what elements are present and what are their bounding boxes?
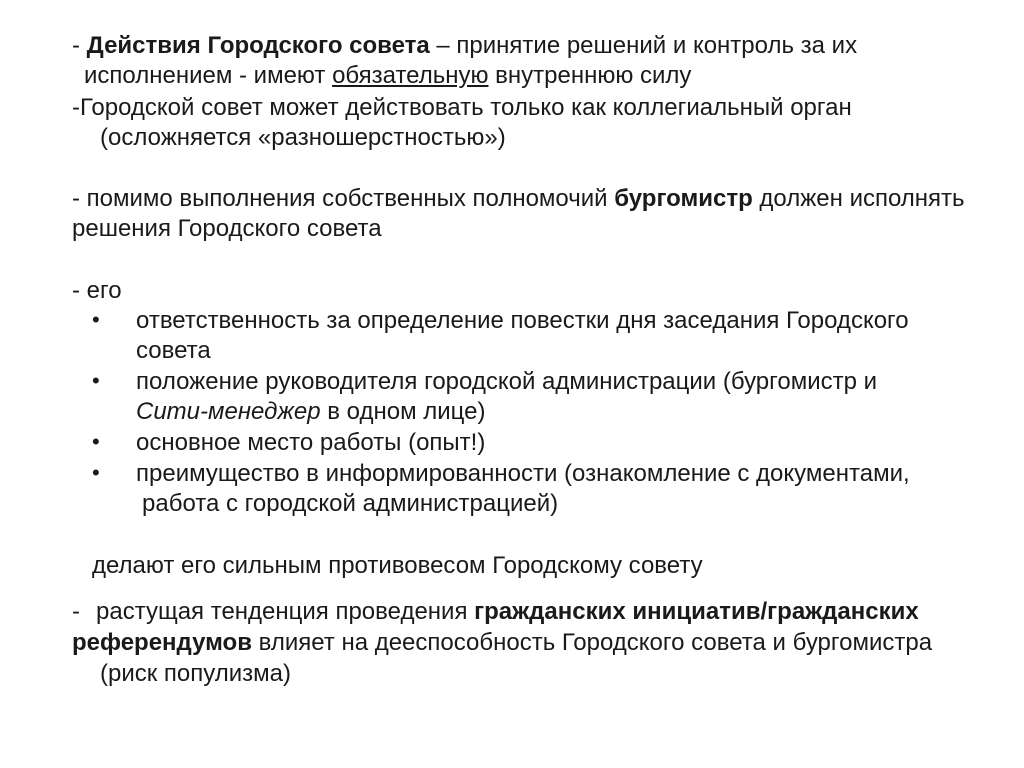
p1-line2-pre: исполнением - имеют — [84, 62, 333, 89]
p3-pre: - помимо выполнения собственных полномочий — [72, 185, 615, 212]
p3-line1 — [72, 184, 965, 214]
p4-b2-line2 — [136, 397, 485, 427]
p5-pre: растущая тенденция проведения — [96, 598, 475, 625]
p1-underlined-word: обязательную — [332, 62, 489, 89]
p1-bold-term: Действия Городского совета — [86, 32, 430, 59]
bullet-2: • — [92, 368, 100, 393]
p5-line3: (риск популизма) — [100, 660, 291, 687]
p4-conclusion: делают его сильным противовесом Городскому совету — [92, 552, 703, 579]
p4-b3: основное место работы (опыт!) — [136, 429, 486, 456]
p4-b2-line1: положение руководителя городской администрации (бургомистр и — [136, 368, 878, 395]
p2-line1: -Городской совет может действовать только как коллегиальный орган — [72, 94, 852, 121]
p1-dash: - — [72, 32, 87, 59]
p4-b4-line2: работа с городской администрацией) — [142, 490, 559, 517]
p4-intro: - его — [72, 277, 122, 304]
p5-dash: - — [72, 598, 80, 625]
bullet-1: • — [92, 307, 100, 332]
p5-line1 — [72, 597, 919, 627]
p4-b4-line1: преимущество в информированности (ознакомление с документами, — [136, 460, 910, 487]
p3-bold-term: бургомистр — [614, 185, 753, 212]
bullet-4: • — [92, 460, 100, 485]
p2-line2: (осложняется «разношерстностью») — [100, 124, 506, 151]
p1-line2 — [84, 61, 691, 91]
p5-line2 — [72, 628, 932, 658]
p5-bold2: референдумов — [72, 629, 252, 656]
p4-b2-rest: в одном лице) — [320, 398, 486, 425]
p1-line2-post: внутреннюю силу — [488, 62, 692, 89]
p4-b2-italic: Сити-менеджер — [136, 398, 321, 425]
p1-line1 — [72, 31, 857, 61]
p4-b1-line2: совета — [136, 337, 211, 364]
p5-bold1: гражданских инициатив/гражданских — [474, 598, 919, 625]
p4-b1-line1: ответственность за определение повестки дня заседания Городского — [136, 307, 909, 334]
p3-line2: решения Городского совета — [72, 215, 382, 242]
p3-post: должен исполнять — [752, 185, 965, 212]
p5-post: влияет на дееспособность Городского совета и бургомистра — [251, 629, 933, 656]
bullet-3: • — [92, 429, 100, 454]
p1-rest: – принятие решений и контроль за их — [429, 32, 858, 59]
